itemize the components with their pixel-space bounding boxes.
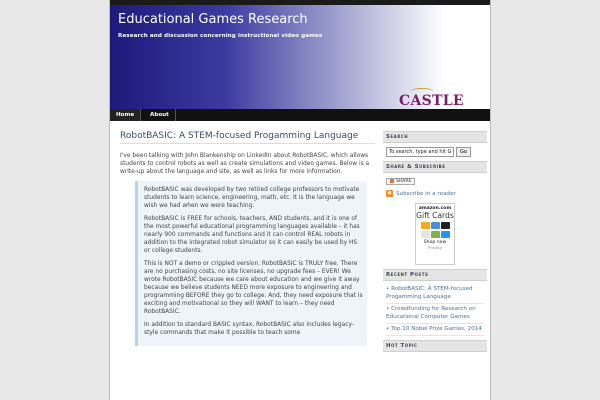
recent-post-link[interactable]: • Crowdfunding for Research on Educational Computer Games (386, 304, 484, 324)
search-go-button[interactable]: Go (456, 147, 471, 157)
post-title[interactable]: RobotBASIC: A STEM-focused Progamming Language (120, 131, 375, 144)
search-input[interactable] (386, 147, 454, 157)
site-header (110, 5, 490, 109)
main-nav (110, 109, 490, 121)
site-description: Research and discussion concerning instructional video games (118, 33, 323, 39)
share-button[interactable] (386, 178, 415, 185)
gift-card-image (441, 222, 450, 229)
hot-topic-heading: Hot Topic (383, 340, 487, 352)
page-wrapper (109, 0, 491, 400)
share-icon (390, 179, 394, 183)
gift-card-image (431, 231, 440, 238)
gift-card-images-2 (416, 231, 454, 238)
content-area (110, 121, 491, 400)
share-label: SHARE (396, 178, 412, 184)
quote-paragraph: In addition to standard BASIC syntax, RobotBASIC also includes legacy-style commands that make it possible to teach some (144, 322, 355, 336)
sidebar (383, 131, 487, 352)
post-intro: I've been talking with John Blankenship on LinkedIn about RobotBASIC, which allows students to control robots as well as create simulations and video games. Below is a write-up about the language and site, as well as links for more information. (120, 153, 370, 175)
search-widget (383, 143, 487, 161)
ad-title: Gift Cards (416, 211, 454, 220)
site-title[interactable]: Educational Games Research (118, 12, 308, 27)
quote-paragraph: This is NOT a demo or crippled version. RobotBASIC is TRULY free. There are no purchasing costs, no site licenses, no upgrade fees – EVER! We wrote RobotBASIC because we care about education and we give it away because we believe students NEED more exposure to engineering and programming BEFORE they go to college. And, they need exposure that is exciting and motivational so they will WANT to learn – they need RobotBASIC. (144, 261, 363, 315)
subscribe-link[interactable] (386, 190, 484, 197)
search-heading: Search (383, 131, 487, 143)
amazon-logo: amazon.com (418, 206, 452, 211)
gift-card-images (416, 222, 454, 229)
main-column (120, 131, 375, 346)
gift-card-image (431, 222, 440, 229)
quote-paragraph: RobotBASIC is FREE for schools, teachers, AND students, and it is one of the most powerful educational programming languages available – it has nearly 900 commands and functions and it can control REAL robots in addition to the integrated robot simulator so it can easily be used by HS or college students. (144, 216, 360, 254)
recent-posts-heading: Recent Posts (383, 269, 487, 281)
blockquote (135, 181, 367, 346)
castle-logo[interactable]: CASTLE (399, 93, 464, 109)
ad-shop-now[interactable]: Shop now (423, 240, 447, 245)
nav-home[interactable]: Home (110, 109, 141, 121)
recent-post-link[interactable]: • RobotBASIC: A STEM-focused Progamming Language (386, 284, 484, 304)
rss-icon: ◉ (387, 190, 392, 196)
quote-paragraph: RobotBASIC was developed by two retired college professors to motivate students to learn science, engineering, math, etc. It is the language we wish we had when we were teaching. (144, 187, 360, 209)
gift-card-image (421, 231, 430, 238)
share-widget (383, 173, 487, 269)
recent-post-link[interactable]: • Top 10 Nobel Prize Games, 2014 (386, 324, 484, 336)
ad-privacy[interactable]: Privacy (428, 245, 442, 250)
nav-about[interactable]: About (144, 109, 176, 121)
gift-card-image (441, 231, 450, 238)
subscribe-label: Subscribe in a reader (396, 190, 456, 197)
share-heading: Share & Subscribe (383, 161, 487, 173)
gift-card-image (421, 222, 430, 229)
amazon-gift-card-ad[interactable] (415, 203, 455, 265)
recent-posts-list (383, 281, 487, 340)
